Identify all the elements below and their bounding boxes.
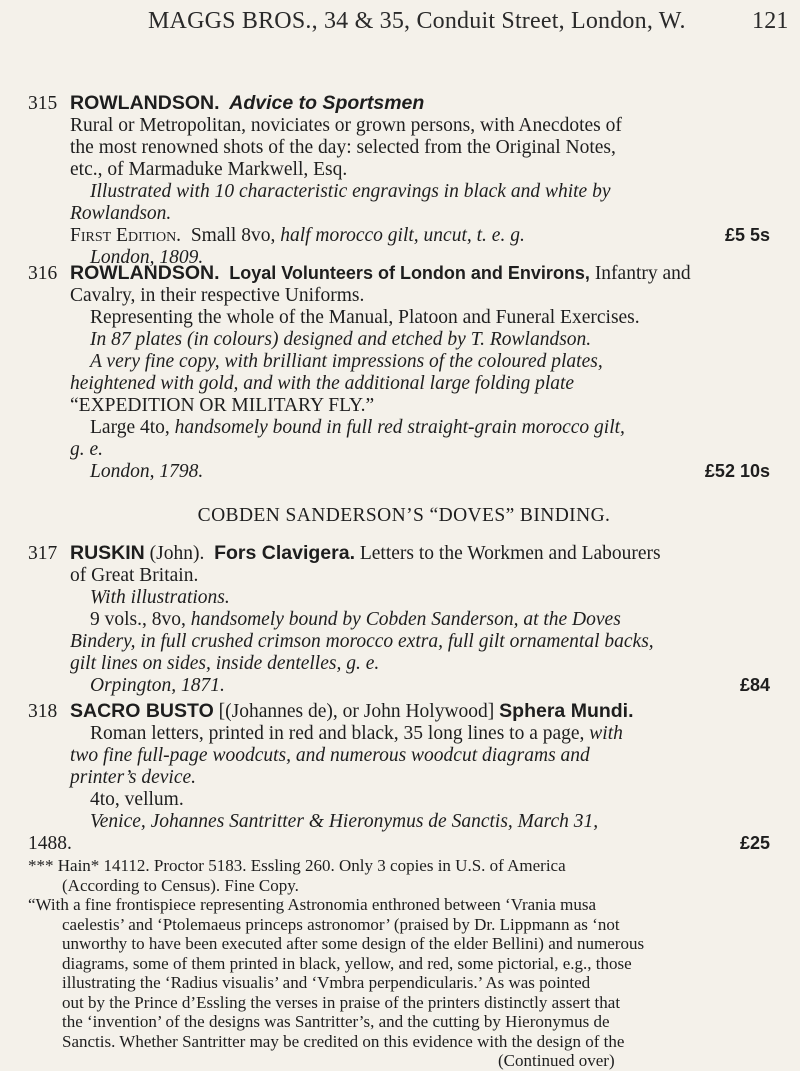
entry-number: 316: [28, 263, 58, 284]
entry-title: Loyal Volunteers of London and Environs,: [229, 263, 590, 283]
entry-text: printer’s device.: [70, 767, 196, 788]
entry-text: with: [589, 723, 623, 744]
page-number: 121: [752, 8, 789, 34]
entry-author-name: [(Johannes de), or John Holywood]: [218, 701, 495, 722]
entry-text: g. e.: [70, 439, 104, 460]
entry-text: of Great Britain.: [70, 565, 199, 586]
entry-title: Sphera Mundi.: [499, 700, 634, 722]
note-line: (According to Census). Fine Copy.: [62, 875, 299, 895]
entry-author: ROWLANDSON.: [70, 262, 220, 284]
entry-text: two fine full-page woodcuts, and numerous woodcut diagrams and: [70, 745, 590, 766]
entry-text: Rowlandson.: [70, 203, 172, 224]
note-line: the ‘invention’ of the designs was Santritter’s, and the cutting by Hieronymus de: [62, 1012, 610, 1031]
entry-text: Letters to the Workmen and Labourers: [359, 543, 661, 564]
entry-text: Illustrated with 10 characteristic engravings in black and white by: [90, 181, 611, 202]
entry-author-name: (John).: [149, 543, 205, 564]
format-text: 9 vols., 8vo,: [90, 609, 186, 630]
entry-text: heightened with gold, and with the additional large folding plate: [70, 373, 575, 394]
note-line: caelestis’ and ‘Ptolemaeus princeps astronomor’ (praised by Dr. Lippmann as ‘not: [62, 914, 620, 934]
note-line: diagrams, some of them printed in black, yellow, and red, some pictorial, e.g., those: [62, 953, 632, 973]
imprint-year: 1488.: [28, 833, 72, 854]
imprint-text: Venice, Johannes Santritter & Hieronymus de Sanctis, March 31,: [90, 811, 599, 832]
price: £52 10s: [704, 461, 770, 481]
note-line: *** Hain* 14112. Proctor 5183. Essling 260. Only 3 copies in U.S. of America: [28, 856, 566, 875]
page-header: [148, 8, 789, 35]
entry-title: Advice to Sportsmen: [229, 92, 425, 114]
entry-318: [28, 700, 790, 855]
section-heading: COBDEN SANDERSON’S “DOVES” BINDING.: [197, 505, 611, 526]
entry-text: gilt lines on sides, inside dentelles, g. e.: [70, 653, 380, 674]
entry-text: Representing the whole of the Manual, Platoon and Funeral Exercises.: [90, 307, 640, 328]
entry-title: Fors Clavigera.: [214, 542, 355, 564]
format-text: Small 8vo,: [190, 225, 276, 246]
bibliographic-note: [28, 856, 778, 1071]
entry-316: [28, 262, 790, 483]
header-title: MAGGS BROS., 34 & 35, Conduit Street, London, W.: [148, 8, 686, 34]
entry-text: Bindery, in full crushed crimson morocco extra, full gilt ornamental backs,: [70, 631, 654, 652]
binding-text: handsomely bound by Cobden Sanderson, at the Doves: [190, 609, 621, 630]
binding-text: handsomely bound in full red straight-grain morocco gilt,: [174, 417, 625, 438]
entry-text: With illustrations.: [90, 587, 230, 608]
entry-text: Rural or Metropolitan, noviciates or grown persons, with Anecdotes of: [70, 115, 622, 136]
entry-315: [28, 92, 790, 269]
entry-number: 315: [28, 93, 58, 114]
entry-text: Cavalry, in their respective Uniforms.: [70, 285, 365, 306]
edition-label: First Edition.: [70, 225, 182, 246]
entry-317: [28, 542, 790, 697]
note-line: “With a fine frontispiece representing Astronomia enthroned between ‘Vrania musa: [28, 895, 597, 914]
entry-text: Roman letters, printed in red and black, 35 long lines to a page,: [90, 723, 585, 744]
price: £5 5s: [724, 225, 770, 245]
entry-author: RUSKIN: [70, 542, 145, 564]
price: £25: [739, 833, 770, 853]
entry-number: 318: [28, 701, 58, 722]
note-line: out by the Prince d’Essling the verses in praise of the printers distinctly assert that: [62, 992, 621, 1012]
note-line: unworthy to have been executed after some design of the elder Bellini) and numerous: [62, 934, 645, 953]
binding-text: half morocco gilt, uncut, t. e. g.: [280, 225, 525, 246]
imprint-text: London, 1809.: [90, 247, 204, 268]
entry-text: “EXPEDITION OR MILITARY FLY.”: [70, 395, 375, 416]
continued-note: (Continued over): [498, 1051, 615, 1070]
entry-text: A very fine copy, with brilliant impressions of the coloured plates,: [90, 351, 603, 372]
entry-text: etc., of Marmaduke Markwell, Esq.: [70, 159, 348, 180]
entry-text: the most renowned shots of the day: selected from the Original Notes,: [70, 137, 616, 158]
imprint-text: Orpington, 1871.: [90, 675, 225, 696]
entry-text: In 87 plates (in colours) designed and etched by T. Rowlandson.: [90, 329, 592, 350]
format-text: Large 4to,: [90, 417, 170, 438]
price: £84: [739, 675, 770, 695]
note-line: Sanctis. Whether Santritter may be credited on this evidence with the design of the: [62, 1031, 625, 1051]
note-line: illustrating the ‘Radius visualis’ and ‘Vmbra perpendicularis.’ As was pointed: [62, 973, 591, 992]
format-text: 4to, vellum.: [90, 789, 184, 810]
entry-number: 317: [28, 543, 58, 564]
entry-text: Infantry and: [594, 263, 691, 284]
entry-author: ROWLANDSON.: [70, 92, 220, 114]
imprint-text: London, 1798.: [90, 461, 204, 482]
entry-author: SACRO BUSTO: [70, 700, 214, 722]
